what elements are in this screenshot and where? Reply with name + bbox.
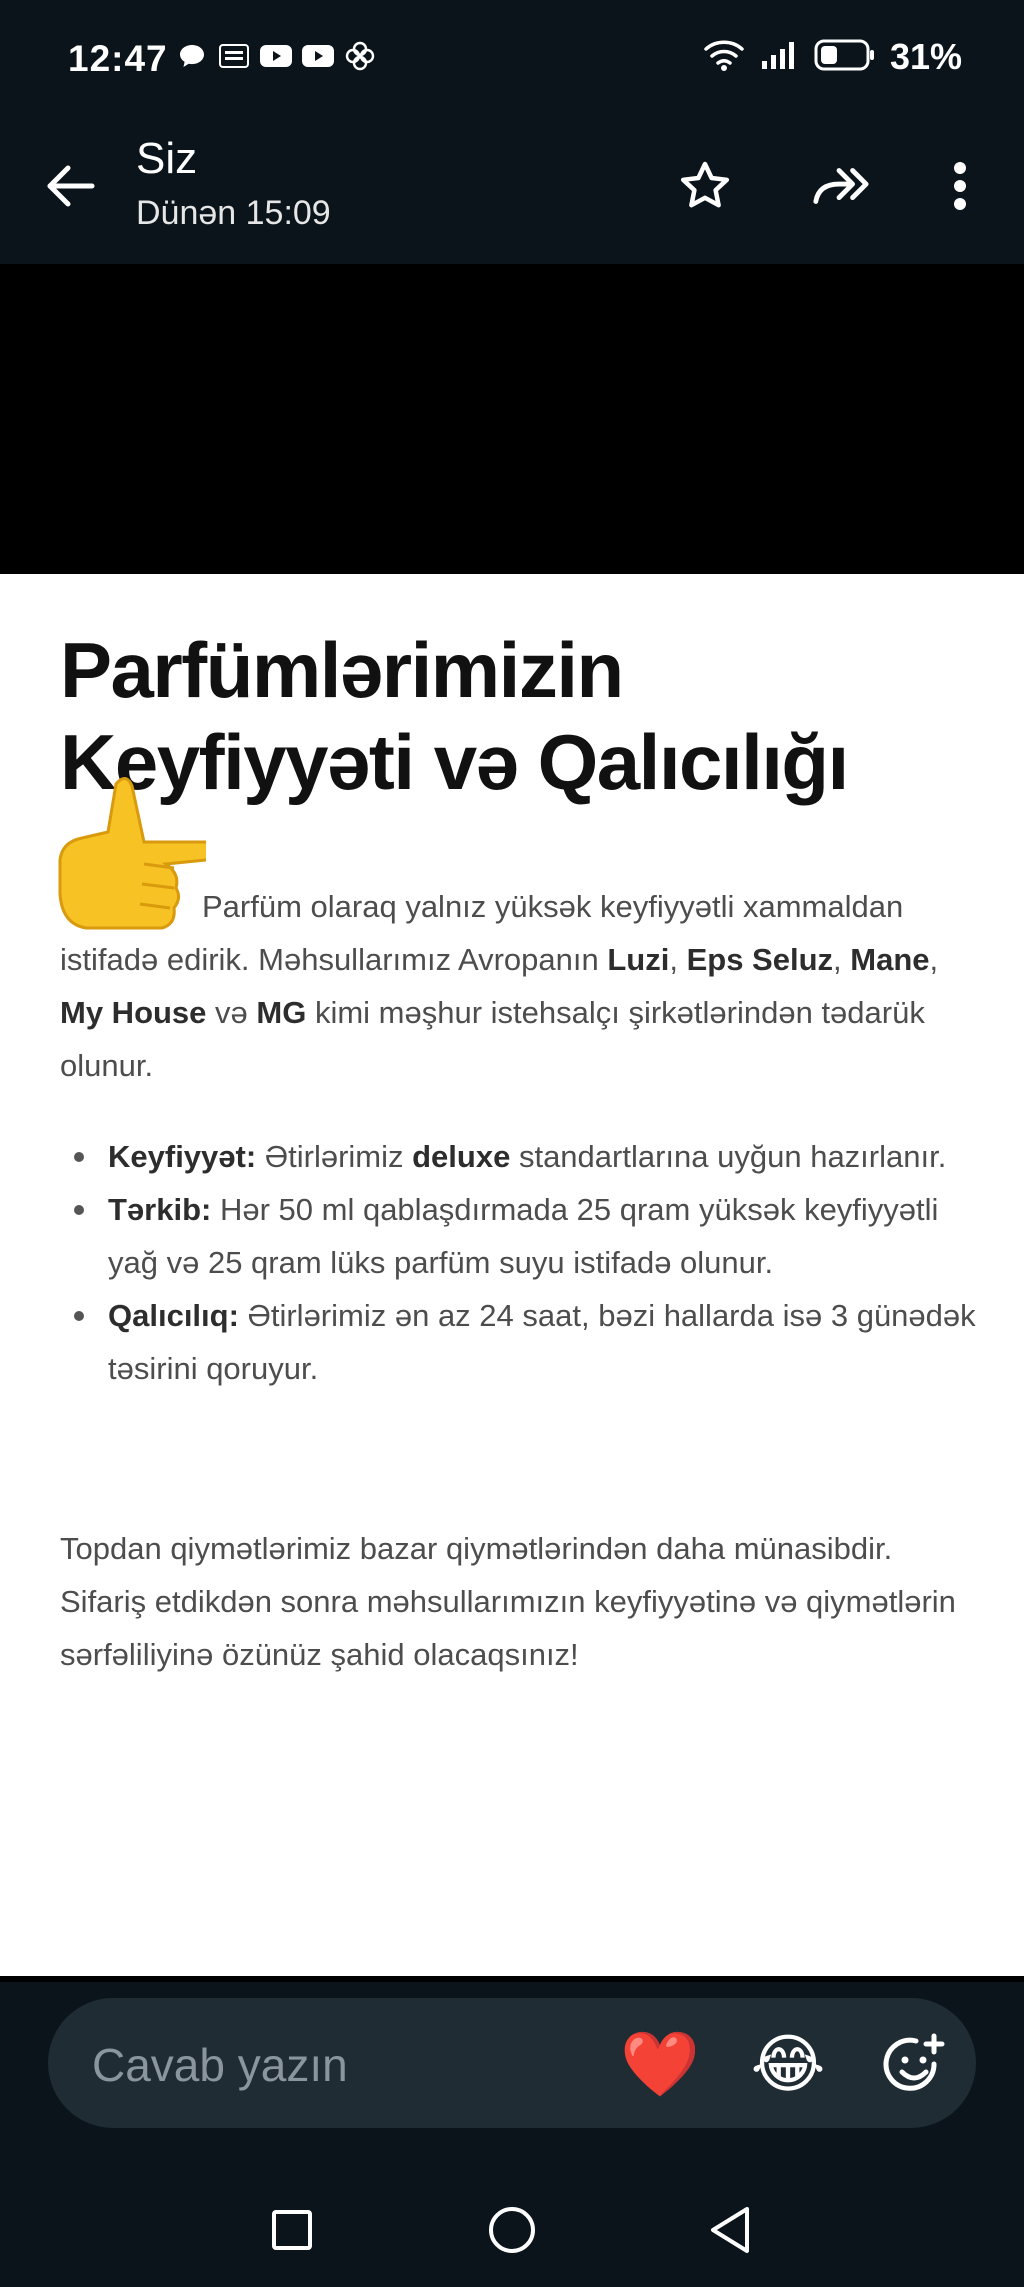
bullet-label: Tərkib: — [108, 1192, 212, 1227]
bullet-text: Hər 50 ml qablaşdırmada 25 qram yüksək keyfiyyətli yağ və 25 qram lüks parfüm suyu istifadə olunur. — [108, 1192, 939, 1280]
media-viewer[interactable] — [0, 264, 1024, 1982]
system-nav-bar — [0, 2170, 1024, 2287]
brand-mg: MG — [256, 995, 307, 1030]
intro-text: , — [833, 942, 851, 977]
list-item — [60, 1289, 980, 1395]
list-item — [60, 1183, 980, 1289]
add-reaction-button[interactable] — [874, 2026, 954, 2106]
home-button[interactable] — [482, 2200, 542, 2260]
brand-my-house: My House — [60, 995, 207, 1030]
brand-luzi: Luzi — [607, 942, 670, 977]
temu-icon — [217, 40, 251, 72]
document-title: Parfümlərimizin Keyfiyyəti və Qalıcılığı — [60, 626, 848, 806]
intro-text: , — [669, 942, 687, 977]
bullet-emphasis: deluxe — [412, 1139, 511, 1174]
heart-reaction-button[interactable]: ❤️ — [620, 2028, 700, 2100]
reply-placeholder: Cavab yazın — [92, 2039, 348, 2091]
add-emoji-icon — [878, 2030, 950, 2102]
system-status-icons — [702, 36, 962, 78]
intro-text: Parfüm olaraq yalnız yüksək keyfiyyətli xammaldan istifadə edirik. Məhsullarımız Avropanın — [60, 889, 904, 977]
reply-input[interactable] — [48, 1998, 976, 2128]
bullet-text: Ətirlərimiz — [256, 1139, 413, 1174]
shared-image — [0, 574, 1024, 1976]
recent-apps-button[interactable] — [262, 2200, 322, 2260]
notification-icons — [175, 40, 377, 72]
bullet-text: Ətirlərimiz ən az 24 saat, bəzi hallarda isə 3 günədək təsirini qoruyur. — [108, 1298, 976, 1386]
battery-icon — [814, 38, 876, 77]
pinwheel-icon — [343, 40, 377, 72]
bullet-text: standartlarına uyğun hazırlanır. — [510, 1139, 947, 1174]
nav-back-button[interactable] — [700, 2200, 760, 2260]
intro-paragraph — [60, 880, 980, 1092]
sender-name: Siz — [136, 134, 198, 183]
forward-icon — [810, 164, 870, 208]
status-bar — [0, 0, 1024, 118]
bullet-label: Keyfiyyət: — [108, 1139, 257, 1174]
message-viewer-header — [0, 118, 1024, 264]
laugh-reaction-button[interactable]: 😂 — [750, 2028, 826, 2100]
brand-mane: Mane — [850, 942, 930, 977]
star-icon — [678, 159, 732, 213]
intro-text: kimi məşhur istehsalçı şirkətlərindən tədarük olunur. — [60, 995, 925, 1083]
bullet-label: Qalıcılıq: — [108, 1298, 239, 1333]
message-bubble-icon — [175, 40, 209, 72]
signal-icon — [760, 39, 800, 76]
feature-list — [60, 1130, 980, 1395]
battery-percentage: 31% — [889, 36, 962, 77]
more-vert-icon — [952, 161, 968, 211]
intro-text: və — [206, 995, 257, 1030]
brand-eps-seluz: Eps Seluz — [686, 942, 834, 977]
status-time: 12:47 — [68, 38, 168, 79]
forward-button[interactable] — [810, 156, 870, 216]
star-button[interactable] — [675, 156, 735, 216]
wifi-icon — [702, 38, 746, 77]
more-options-button[interactable] — [930, 156, 990, 216]
list-item — [60, 1130, 980, 1183]
intro-text: , — [929, 942, 939, 977]
arrow-left-icon — [44, 164, 96, 208]
youtube-icon — [301, 40, 335, 72]
back-button[interactable] — [40, 156, 100, 216]
back-triangle-icon — [707, 2205, 753, 2255]
closing-paragraph: Topdan qiymətlərimiz bazar qiymətlərindən daha münasibdir. Sifariş etdikdən sonra məhsullarımızın keyfiyyətinə və qiymətlərin sərfəliliyinə özünüz şahid olacaqsınız! — [60, 1531, 956, 1672]
message-timestamp: Dünən 15:09 — [136, 194, 331, 232]
youtube-icon — [259, 40, 293, 72]
recent-apps-icon — [270, 2208, 314, 2252]
home-icon — [487, 2205, 537, 2255]
